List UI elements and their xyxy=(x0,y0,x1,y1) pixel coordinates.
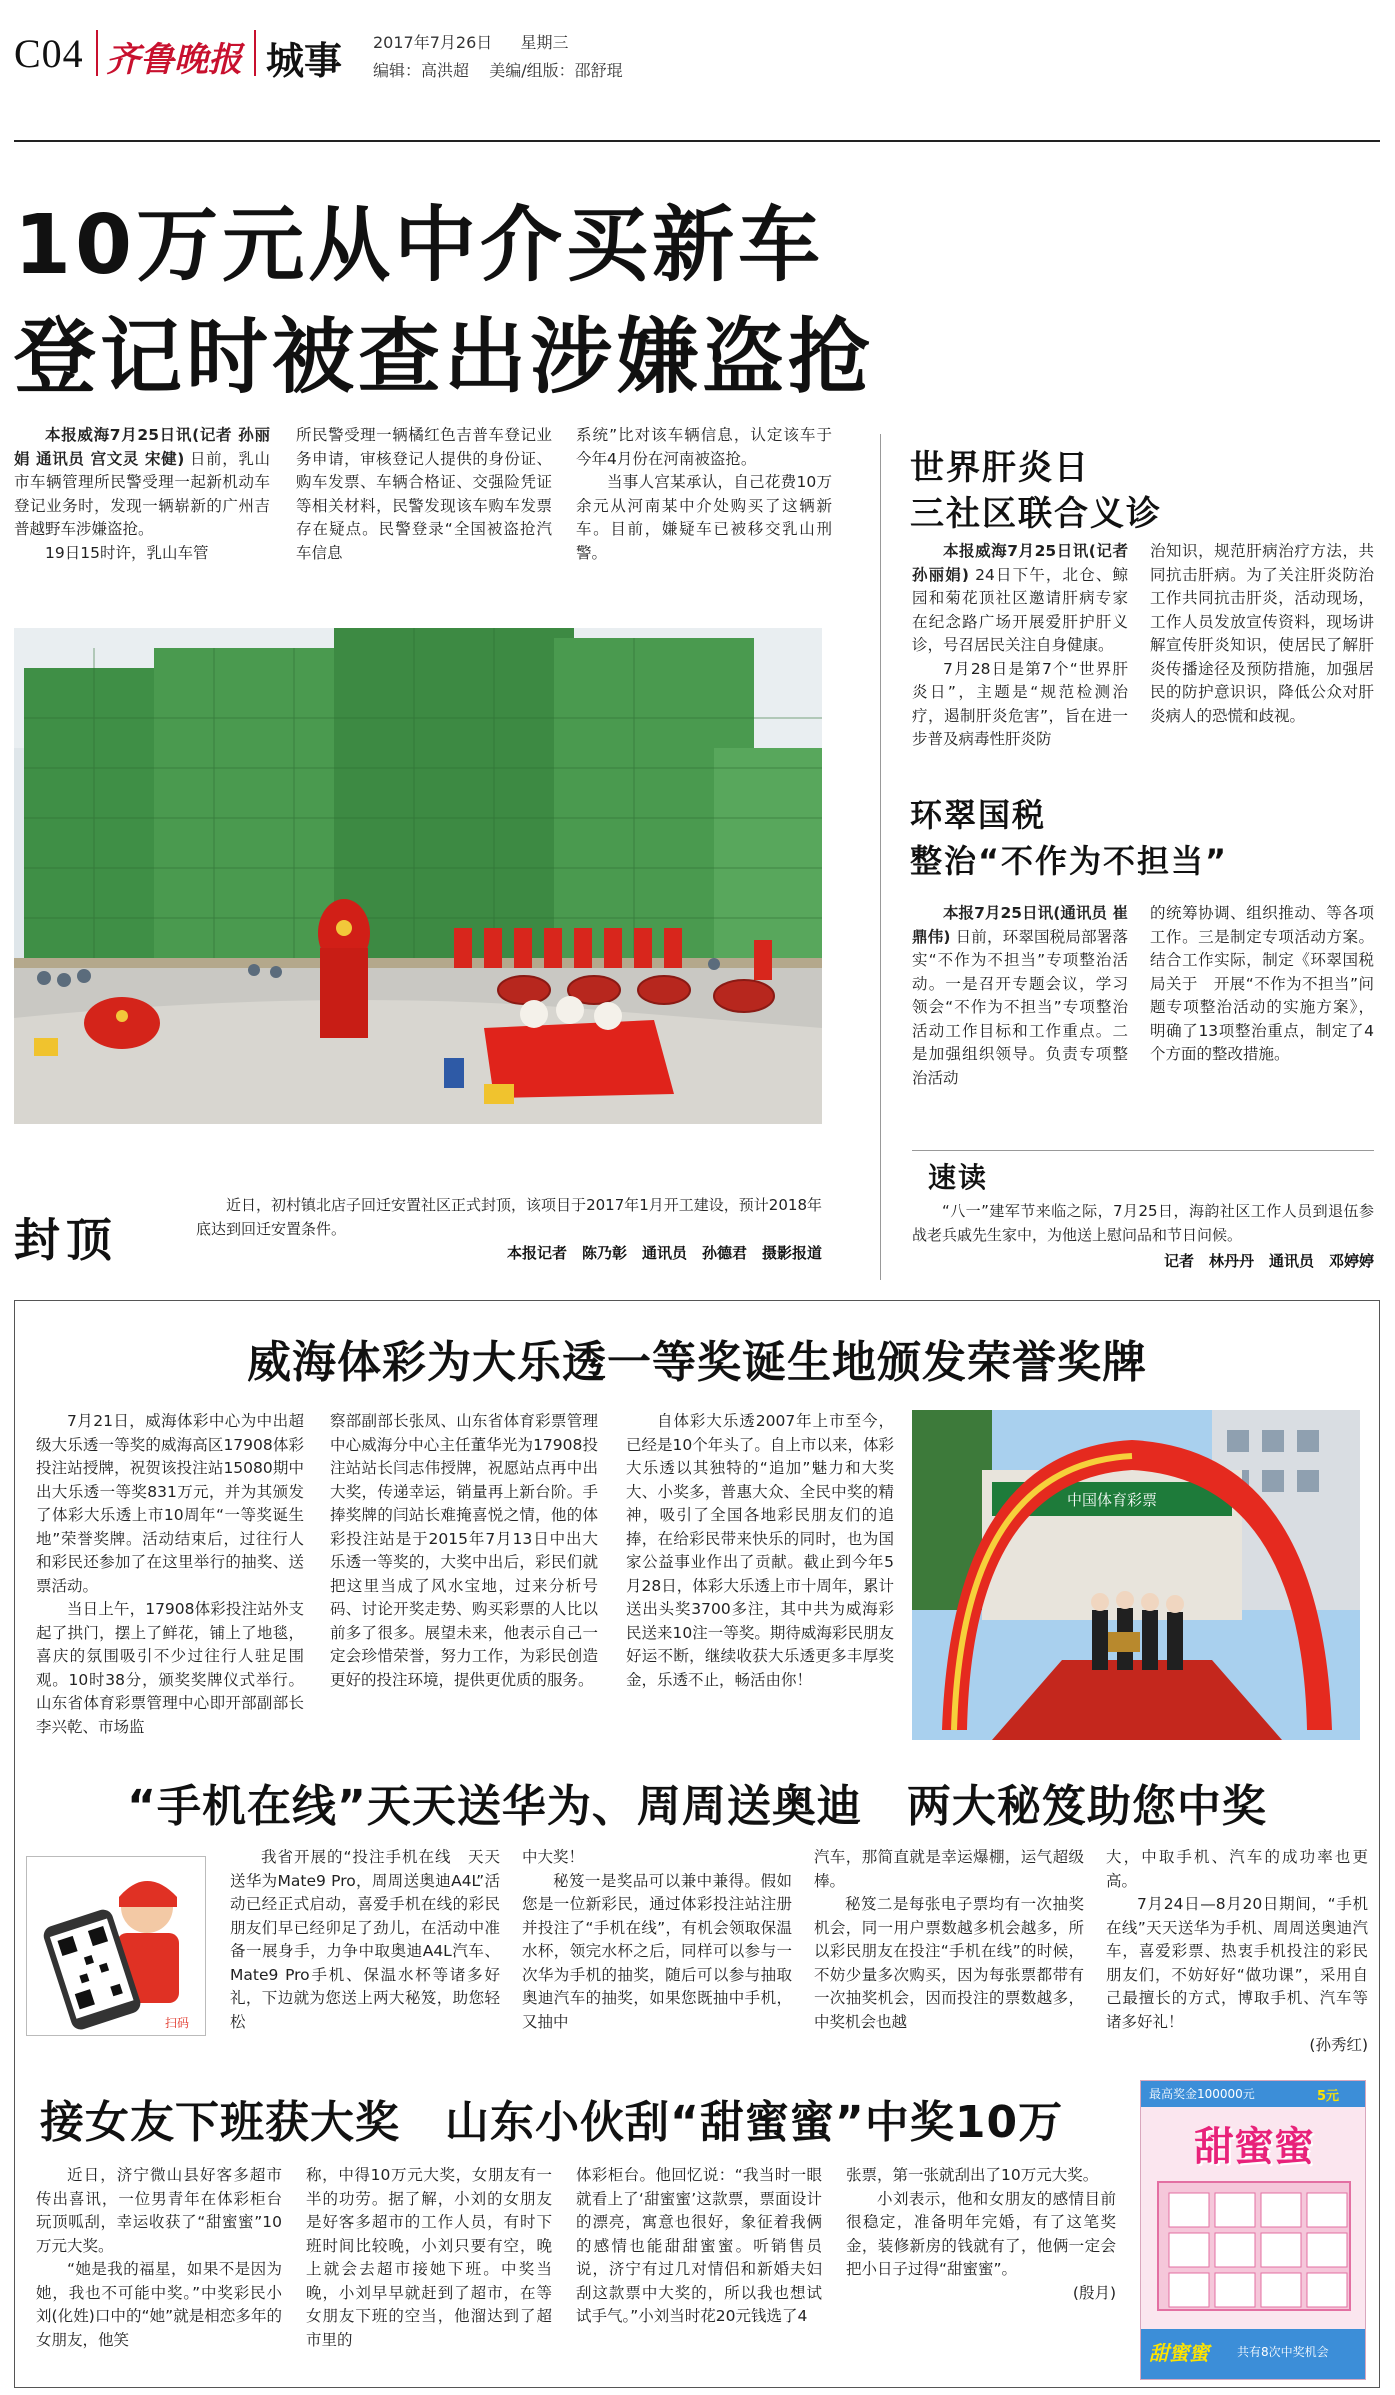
mobile-lottery-illustration xyxy=(26,1856,206,2036)
hepatitis-col1 xyxy=(912,540,1128,768)
lottery2-col4 xyxy=(1106,1846,1368,2056)
ticket-top-text: 最高奖金100000元 xyxy=(1149,2087,1255,2101)
hepatitis-headline-line1: 世界肝炎日 xyxy=(910,448,1090,488)
masthead-logo: 齐鲁晚报 xyxy=(106,40,242,80)
lottery3-col1-text: 近日，济宁微山县好客多超市传出喜讯，一位男青年在体彩柜台玩顶呱刮，幸运收获了“甜蜜蜜”10万元大奖。 xyxy=(36,2166,282,2255)
lottery3-headline: 接女友下班获大奖 山东小伙刮“甜蜜蜜”中奖10万 xyxy=(40,2097,1064,2148)
lottery2-author: (孙秀红) xyxy=(1309,2036,1368,2054)
main-lead: 本报威海7月25日讯(记者 孙丽娟 通讯员 宫文灵 宋健) xyxy=(14,426,270,468)
lottery1-col3-text: 自体彩大乐透2007年上市至今，已经是10个年头了。自上市以来，体彩大乐透以其独特的“追加”魅力和大奖大、小奖多，普惠大众、全民中奖的精神，吸引了全国各地彩民朋友们的追捧，在给彩民带来快乐的同时，也为国家公益事业作出了贡献。截止到今年5月28日，体彩大乐透上市十周年，累计送出头奖3700多注，其中共为威海彩民送来10注一等奖。期待威海彩民朋友好运不断，继续收获大乐透更多丰厚奖金，乐透不止，畅活由你！ xyxy=(626,1412,894,1689)
tax-headline-line1: 环翠国税 xyxy=(910,796,1047,834)
lottery2-col2 xyxy=(522,1846,792,2056)
tax-headline-line2: 整治“不作为不担当” xyxy=(910,842,1229,880)
hepatitis-col2 xyxy=(1150,540,1374,768)
ticket-price: 5元 xyxy=(1317,2089,1340,2104)
lottery2-col3 xyxy=(814,1846,1084,2056)
header-staff xyxy=(373,58,623,81)
main-story-col2 xyxy=(296,424,552,604)
lottery1-col1-p2: 当日上午，17908体彩投注站外支起了拱门，摆上了鲜花，铺上了地毯，喜庆的氛围吸引不少过往行人驻足围观。10时38分，颁奖奖牌仪式举行。山东省体育彩票管理中心即开部副部长李兴乾、市场监 xyxy=(36,1600,304,1736)
lottery2-col4-text: 大，中取手机、汽车的成功率也更高。 xyxy=(1106,1848,1368,1890)
lottery3-col1-p2: “她是我的福星，如果不是因为她，我也不可能中奖。”中奖彩民小刘(化姓)口中的“她”就是相恋多年的女朋友，他笑 xyxy=(36,2260,282,2349)
tax-col1 xyxy=(912,902,1128,1118)
hepatitis-col1-p2: 7月28日是第7个“世界肝炎日”，主题是“规范检测治疗，遏制肝炎危害”，旨在进一步普及病毒性肝炎防 xyxy=(912,659,1128,748)
shop-sign: 中国体育彩票 xyxy=(1066,1491,1158,1509)
lottery2-col3-text: 汽车，那简直就是幸运爆棚，运气超级棒。 xyxy=(814,1848,1084,1890)
ticket-scratch-area xyxy=(1157,2181,1351,2311)
lottery2-col1 xyxy=(230,1846,500,2056)
hepatitis-col1-text: 24日下午，北仓、鲸园和菊花顶社区邀请肝病专家在纪念路广场开展爱肝护肝义诊，号召居民关注自身健康。 xyxy=(912,565,1128,654)
tax-col2 xyxy=(1150,902,1374,1118)
ticket-grid xyxy=(1159,2183,1353,2313)
lottery2-col2-p2: 秘笈一是奖品可以兼中兼得。假如您是一位新彩民，通过体彩投注站注册并投注了“手机在线”，有机会领取保温水杯，领完水杯之后，同样可以参与一次华为手机的抽奖，随后可以参与抽取奥迪汽车的抽奖，如果您既抽中手机，又抽中 xyxy=(522,1871,792,2031)
tax-col2-text: 的统筹协调、组织推动、等各项工作。三是制定专项活动方案。结合工作实际，制定《环翠国税局关于 开展“不作为不担当”问题专项整治活动的实施方案》，明确了13项整治重点，制定了4个方面的整改措施。 xyxy=(1150,904,1374,1063)
header-divider-1 xyxy=(96,30,98,76)
phone-qr-icon xyxy=(27,1857,206,2036)
photo-story-title: 封顶 xyxy=(14,1213,118,1267)
ticket-title: 甜蜜蜜 xyxy=(1194,2124,1314,2170)
quick-read-credit: 记者 林丹丹 通讯员 邓婷婷 xyxy=(1163,1252,1374,1270)
construction-photo xyxy=(14,628,822,1124)
construction-scene xyxy=(14,628,822,1124)
main-col2-text: 所民警受理一辆橘红色吉普车登记业务申请，审核登记人提供的身份证、购车发票、车辆合格证、交强险凭证等相关材料，民警发现该车购车发票存在疑点。民警登录“全国被盗抢汽车信息 xyxy=(296,426,552,562)
page-header xyxy=(0,0,1395,140)
ticket-bottom-logo: 甜蜜蜜 xyxy=(1149,2341,1209,2365)
date-text: 2017年7月26日 xyxy=(373,33,493,52)
header-divider-2 xyxy=(254,30,256,76)
lottery3-col3-text: 体彩柜台。他回忆说：“我当时一眼就看上了‘甜蜜蜜’这款票，票面设计的漂亮，寓意也很好，象征着我俩的感情也能甜甜蜜蜜。听销售员说，济宁有过几对情侣和新婚夫妇刮这款票中大奖的，所以我也想试试手气。”小刘当时花20元钱选了4 xyxy=(576,2166,822,2325)
header-rule xyxy=(14,140,1380,142)
lottery1-col1-text: 7月21日，威海体彩中心为中出超级大乐透一等奖的威海高区17908体彩投注站授牌，祝贺该投注站15080期中出大乐透一等奖831万元，并为其颁发了体彩大乐透上市10周年“一等奖诞生地”荣誉奖牌。活动结束后，过往行人和彩民还参加了在这里举行的抽奖、送票活动。 xyxy=(36,1412,304,1595)
designer-text: 美编/组版：邵舒琨 xyxy=(489,61,623,80)
main-col3-text: 系统”比对该车辆信息，认定该车于今年4月份在河南被盗抢。 xyxy=(576,426,832,468)
header-date xyxy=(373,30,568,53)
section-name: 城事 xyxy=(266,39,343,83)
photo-story-caption xyxy=(196,1194,822,1242)
lottery-shop-photo xyxy=(912,1410,1360,1740)
main-headline-line1: 10万元从中介买新车 xyxy=(14,198,825,293)
quick-read-rule xyxy=(912,1150,1374,1151)
lottery3-col3 xyxy=(576,2164,822,2378)
quick-read-text: “八一”建军节来临之际，7月25日，海韵社区工作人员到退伍参战老兵戚先生家中，为他送上慰问品和节日问候。 xyxy=(912,1202,1374,1244)
main-col1-p2: 19日15时许，乳山车管 xyxy=(45,543,209,562)
hepatitis-col2-text: 治知识，规范肝病治疗方法，共同抗击肝病。为了关注肝炎防治工作共同抗击肝炎，活动现场，工作人员发放宣传资料，现场讲解宣传肝炎知识，使居民了解肝炎传播途径及预防措施，加强居民的防护意识识，降低公众对肝炎病人的恐慌和歧视。 xyxy=(1150,542,1374,725)
scratch-ticket-image xyxy=(1140,2080,1366,2380)
hepatitis-headline-line2: 三社区联合义诊 xyxy=(910,494,1162,534)
main-story-col1 xyxy=(14,424,270,604)
qr-badge: 扫码 xyxy=(164,2016,190,2030)
quick-read-body xyxy=(912,1200,1374,1248)
main-story-col3 xyxy=(576,424,832,604)
photo-caption-text: 近日，初村镇北店子回迁安置社区正式封顶，该项目于2017年1月开工建设，预计2018年底达到回迁安置条件。 xyxy=(196,1196,822,1238)
weekday-text: 星期三 xyxy=(520,33,569,52)
lottery1-headline: 威海体彩为大乐透一等奖诞生地颁发荣誉奖牌 xyxy=(247,1337,1147,1388)
lottery3-col4-p2: 小刘表示，他和女朋友的感情目前很稳定，准备明年完婚，有了这笔奖金，装修新房的钱就有了，他俩一定会把小日子过得“甜蜜蜜”。 xyxy=(846,2189,1116,2278)
lottery3-col4 xyxy=(846,2164,1116,2378)
lottery2-col1-text: 我省开展的“投注手机在线 天天送华为Mate9 Pro，周周送奥迪A4L”活动已经正式启动，喜爱手机在线的彩民朋友们早已经卯足了劲儿，在活动中准备一展身手，力争中取奥迪A4L汽车、Mate9 Pro手机、保温水杯等诸多好礼，下边就为您送上两大秘笈，助您轻松 xyxy=(230,1848,500,2031)
lottery3-col4-text: 张票，第一张就刮出了10万元大奖。 xyxy=(846,2166,1099,2184)
tax-col1-text: 日前，环翠国税局部署落实“不作为不担当”专项整治活动。一是召开专题会议，学习领会“不作为不担当”专项整治活动工作目标和工作重点。二是加强组织领导。负责专项整治活动 xyxy=(912,927,1128,1087)
lottery1-col2-text: 察部副部长张凤、山东省体育彩票管理中心威海分中心主任董华光为17908投注站站长闫志伟授牌，祝愿站点再中出大奖，传递幸运，销量再上新台阶。手捧奖牌的闫站长难掩喜悦之情，他的体彩投注站是于2015年7月13日中出大乐透一等奖的，大奖中出后，彩民们就把这里当成了风水宝地，过来分析号码、讨论开奖走势、购买彩票的人比以前多了很多。展望未来，他表示自己一定会珍惜荣誉，努力工作，为彩民创造更好的投注环境，提供更优质的服务。 xyxy=(330,1412,598,1689)
lottery3-col2 xyxy=(306,2164,552,2378)
main-headline-line2: 登记时被查出涉嫌盗抢 xyxy=(14,310,875,405)
lottery2-col3-p2: 秘笈二是每张电子票均有一次抽奖机会，同一用户票数越多机会越多，所以彩民朋友在投注“手机在线”的时候，不妨少量多次购买，因为每张票都带有一次抽奖机会，因而投注的票数越多，中奖机会也越 xyxy=(814,1895,1084,2031)
lottery3-col2-text: 称，中得10万元大奖，女朋友有一半的功劳。据了解，小刘的女朋友是好客多超市的工作人员，有时下班时间比较晚，小刘只要有空，晚上就会去超市接她下班。中奖当晚，小刘早早就赶到了超市，在等女朋友下班的空当，他溜达到了超市里的 xyxy=(306,2166,552,2349)
lottery-shop-scene xyxy=(912,1410,1360,1740)
main-col3-p2: 当事人宫某承认，自己花费10万余元从河南某中介处购买了这辆新车。目前，嫌疑车已被移交乳山刑警。 xyxy=(576,473,832,562)
top-column-divider xyxy=(880,434,881,1280)
lottery1-col3 xyxy=(626,1410,894,1740)
main-col1-text: 日前，乳山市车辆管理所民警受理一起新机动车登记业务时，发现一辆崭新的广州吉普越野车涉嫌盗抢。 xyxy=(14,449,270,538)
lottery3-col1 xyxy=(36,2164,282,2378)
ticket-footer-text: 共有8次中奖机会 xyxy=(1237,2345,1329,2359)
quick-read-title: 速读 xyxy=(928,1161,989,1194)
editor-text: 编辑：高洪超 xyxy=(373,61,470,80)
page-number: C04 xyxy=(14,31,84,76)
lottery2-col4-p2: 7月24日—8月20日期间，“手机在线”天天送华为手机、周周送奥迪汽车，喜爱彩票、热衷手机投注的彩民朋友们，不妨好好“做功课”，采用自己最擅长的方式，博取手机、汽车等诸多好礼！ xyxy=(1106,1895,1368,2031)
photo-story-credit: 本报记者 陈乃彰 通讯员 孙德君 摄影报道 xyxy=(506,1244,822,1262)
lottery1-col2 xyxy=(330,1410,598,1740)
lottery1-col1 xyxy=(36,1410,304,1740)
hepatitis-lead: 本报威海7月25日讯(记者 孙丽娟) xyxy=(912,542,1128,584)
lottery2-col2-text: 中大奖！ xyxy=(522,1848,585,1866)
lottery3-author: (殷月) xyxy=(1072,2283,1116,2302)
tax-lead: 本报7月25日讯(通讯员 崔鼎伟) xyxy=(912,904,1128,946)
lottery2-headline: “手机在线”天天送华为、周周送奥迪 两大秘笈助您中奖 xyxy=(127,1781,1267,1832)
